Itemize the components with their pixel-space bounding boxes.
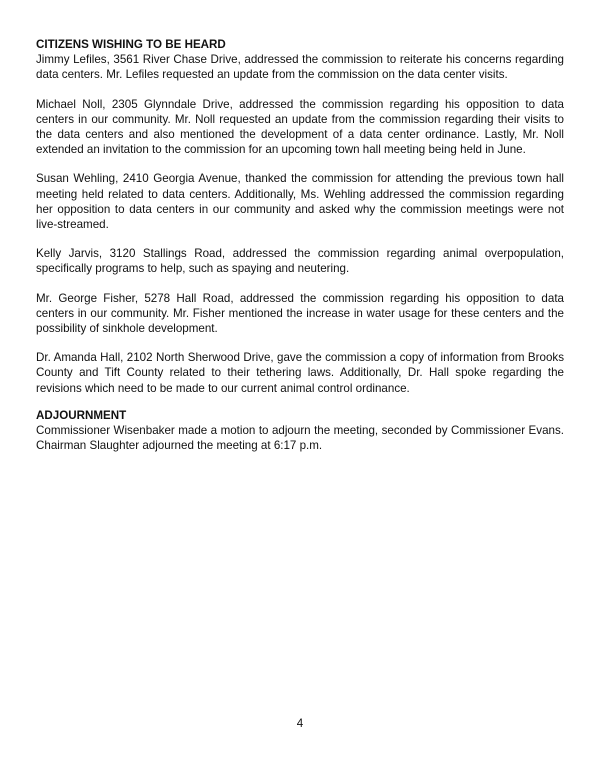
paragraph-wehling: Susan Wehling, 2410 Georgia Avenue, thanked the commission for attending the previous town hall meeting held related to data centers. Additionally, Ms. Wehling addressed the commission regarding her opposition to data centers in our community and asked why the commission meetings were not live-streamed. [36, 172, 564, 232]
paragraph-fisher: Mr. George Fisher, 5278 Hall Road, addressed the commission regarding his opposition to data centers in our community. Mr. Fisher mentioned the increase in water usage for these centers and the possibility of sinkhole development. [36, 291, 564, 336]
paragraph-hall: Dr. Amanda Hall, 2102 North Sherwood Drive, gave the commission a copy of information from Brooks County and Tift County related to their tethering laws. Additionally, Dr. Hall spoke regarding the revisions which need to be made to our current animal control ordinance. [36, 351, 564, 395]
page-number: 4 [296, 717, 304, 730]
section-heading-citizens: CITIZENS WISHING TO BE HEARD [36, 38, 226, 51]
adjournment-section [36, 408, 564, 454]
section-heading-adjournment: ADJOURNMENT [36, 408, 127, 422]
document-page [36, 37, 564, 465]
paragraph-lefiles: Jimmy Lefiles, 3561 River Chase Drive, addressed the commission to reiterate his concerns regarding data centers. Mr. Lefiles requested an update from the commission on the data center visits. [36, 53, 564, 82]
paragraph-noll: Michael Noll, 2305 Glynndale Drive, addressed the commission regarding his opposition to data centers in our community. Mr. Noll requested an update from the commission regarding their visits to the data centers and also mentioned the development of a data center ordinance. Lastly, Mr. Noll extended an invitation to the commission for an upcoming town hall meeting being held in June. [36, 97, 564, 157]
paragraph-jarvis: Kelly Jarvis, 3120 Stallings Road, addressed the commission regarding animal overpopulation, specifically programs to help, such as spaying and neutering. [36, 247, 564, 276]
citizens-section [36, 37, 564, 396]
paragraph-adjournment: Commissioner Wisenbaker made a motion to adjourn the meeting, seconded by Commissioner Evans. Chairman Slaughter adjourned the meeting at 6:17 p.m. [36, 424, 564, 453]
